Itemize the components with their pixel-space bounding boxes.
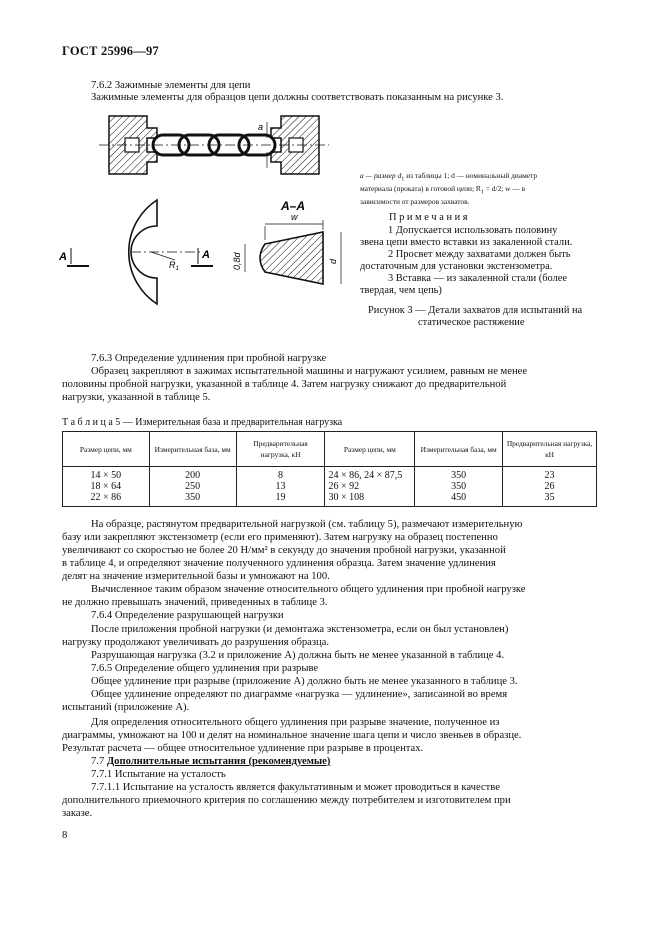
table-cell: 250 xyxy=(149,481,236,492)
table-cell: 26 × 92 xyxy=(325,481,415,492)
fraction-den: 2 xyxy=(497,184,502,193)
body-line: увеличивают со скоростью не более 20 Н/мм² в секунду до значения пробной нагрузки, указанной xyxy=(62,545,506,556)
section-7-6-2-title: 7.6.2 Зажимные элементы для цепи xyxy=(91,80,251,91)
insert-half-disc xyxy=(58,200,213,304)
note-1a: 1 Допускается использовать половину xyxy=(388,225,558,236)
table-cell: 30 × 108 xyxy=(325,492,415,507)
table-row xyxy=(63,492,597,507)
figure-legend-line-1: a — размер $d_1$ из таблицы 1; d — номинальный диаметр xyxy=(360,171,538,183)
section-title: А–А xyxy=(281,199,306,213)
table-cell: 26 xyxy=(503,481,597,492)
body-line: диаграммы, умножают на 100 и делят на номинальное значение шага цепи и число звеньев в образце. xyxy=(62,730,522,741)
table-5 xyxy=(62,431,597,507)
figure-title-1: Рисунок 3 — Детали захватов для испытаний на xyxy=(368,305,583,316)
table-row xyxy=(63,467,597,482)
table-5-caption: Т а б л и ц а 5 — Измерительная база и предварительная нагрузка xyxy=(62,417,343,428)
table-cell: 23 xyxy=(503,467,597,482)
section-7-6-2-text: Зажимные элементы для образцов цепи должны соответствовать показанным на рисунке 3. xyxy=(91,92,504,103)
note-3a: 3 Вставка — из закаленной стали (более xyxy=(388,273,567,284)
body-line: испытаний (приложение А). xyxy=(62,702,190,713)
body-line: Для определения относительного общего удлинения при разрыве значение, полученное из xyxy=(91,717,500,728)
section-mark-right: А xyxy=(202,249,210,261)
body-line: На образце, растянутом предварительной нагрузкой (см. таблицу 5), размечают измерительную xyxy=(91,519,523,530)
dim-d-label: d xyxy=(328,258,338,264)
fraction-num: d xyxy=(491,184,496,193)
body-line: Общее удлинение определяют по диаграмме «нагрузка — удлинение», записанной во время xyxy=(91,689,508,700)
table-cell: 22 × 86 xyxy=(63,492,150,507)
table-cell: 200 xyxy=(149,467,236,482)
body-line: дополнительного приемочного критерия по соглашению между потребителем и изготовителем при xyxy=(62,795,511,806)
note-1b: звена цепи вместо вставки из закаленной стали. xyxy=(360,237,573,248)
table-cell: 24 × 86, 24 × 87,5 xyxy=(325,467,415,482)
notes-title: П р и м е ч а н и я xyxy=(389,212,468,223)
figure-3-drawing xyxy=(59,108,365,308)
table-cell: 35 xyxy=(503,492,597,507)
note-3b: твердая, чем цепь) xyxy=(360,285,442,296)
section-mark-left: А xyxy=(59,251,67,263)
body-line: Вычисленное таким образом значение относительного общего удлинения при пробной нагрузке xyxy=(91,584,526,595)
table-header-cell: Размер цепи, мм xyxy=(325,432,415,467)
body-line: нагрузку продолжают увеличивать до разрушения образца. xyxy=(62,637,330,648)
section-7-7-title: 7.7 Дополнительные испытания (рекомендуемые) xyxy=(91,756,331,767)
table-header-cell: Измерительная база, мм xyxy=(415,432,503,467)
document-header: ГОСТ 25996—97 xyxy=(62,44,159,58)
chain-assembly xyxy=(99,116,329,174)
body-line: Общее удлинение при разрыве (приложение А) должно быть не менее указанного в таблице 3. xyxy=(91,676,518,687)
table-row xyxy=(63,481,597,492)
figure-title-2: статическое растяжение xyxy=(418,317,525,328)
table-cell: 350 xyxy=(149,492,236,507)
dim-a-label: a xyxy=(258,122,264,132)
page-number: 8 xyxy=(62,830,68,841)
figure-legend-line-2: материала (проката) в готовой цепи; $R_1 = d/2$; w — в xyxy=(360,184,526,196)
table-cell: 450 xyxy=(415,492,503,507)
table-cell: 14 × 50 xyxy=(63,467,150,482)
table-header-cell: Размер цепи, мм xyxy=(63,432,150,467)
table-cell: 19 xyxy=(236,492,325,507)
section-7-6-3-l3: нагрузки, указанной в таблице 5. xyxy=(62,392,211,403)
body-line: в таблице 4, и определяют значение полученного удлинения образца. Затем значение удлинения xyxy=(62,558,496,569)
table-cell: 13 xyxy=(236,481,325,492)
table-header-cell: Предварительная нагрузка, кН xyxy=(236,432,325,467)
r1-label: $R_1$ xyxy=(169,260,179,272)
table-cell: 18 × 64 xyxy=(63,481,150,492)
body-line: Результат расчета — общее относительное удлинение при разрыве в процентах. xyxy=(62,743,424,754)
table-cell: 8 xyxy=(236,467,325,482)
body-line: заказе. xyxy=(62,808,93,819)
note-2a: 2 Просвет между захватами должен быть xyxy=(388,249,571,260)
dim-08d-label: 0,8d xyxy=(232,252,242,270)
body-line: не должно превышать значений, приведенных в таблице 3. xyxy=(62,597,328,608)
table-header-cell: Предварительная нагрузка, кН xyxy=(503,432,597,467)
section-a-a xyxy=(232,199,341,284)
section-7-6-3-l1: Образец закрепляют в зажимах испытательной машины и нагружают усилием, равным не менее xyxy=(91,366,528,377)
section-7-7-1-title: 7.7.1 Испытание на усталость xyxy=(91,769,226,780)
table-cell: 350 xyxy=(415,481,503,492)
body-line: Разрушающая нагрузка (3.2 и приложение А) должна быть не менее указанной в таблице 4. xyxy=(91,650,505,661)
table-cell: 350 xyxy=(415,467,503,482)
section-7-6-3-title: 7.6.3 Определение удлинения при пробной нагрузке xyxy=(91,353,327,364)
section-7-6-4-title: 7.6.4 Определение разрушающей нагрузки xyxy=(91,610,284,621)
section-7-6-3-l2: половины пробной нагрузки, указанной в таблице 4. Затем нагрузку снижают до предварительной xyxy=(62,379,507,390)
table-header-row xyxy=(63,432,597,467)
dim-w-label: w xyxy=(291,212,298,222)
note-2b: достаточным для установки экстензометра. xyxy=(360,261,553,272)
body-line: 7.7.1.1 Испытание на усталость является факультативным и может проводиться в качестве xyxy=(91,782,500,793)
table-header-cell: Измерительная база, мм xyxy=(149,432,236,467)
body-line: После приложения пробной нагрузки (и демонтажа экстензометра, если он был установлен) xyxy=(91,624,509,635)
section-7-6-5-title: 7.6.5 Определение общего удлинения при разрыве xyxy=(91,663,319,674)
body-line: делят на значение измерительной базы и умножают на 100. xyxy=(62,571,330,582)
body-line: базу или закрепляют экстензометр (если его применяют). Затем нагрузку на образец постепенно xyxy=(62,532,498,543)
figure-legend-line-3: зависимости от размеров захватов. xyxy=(360,197,470,206)
